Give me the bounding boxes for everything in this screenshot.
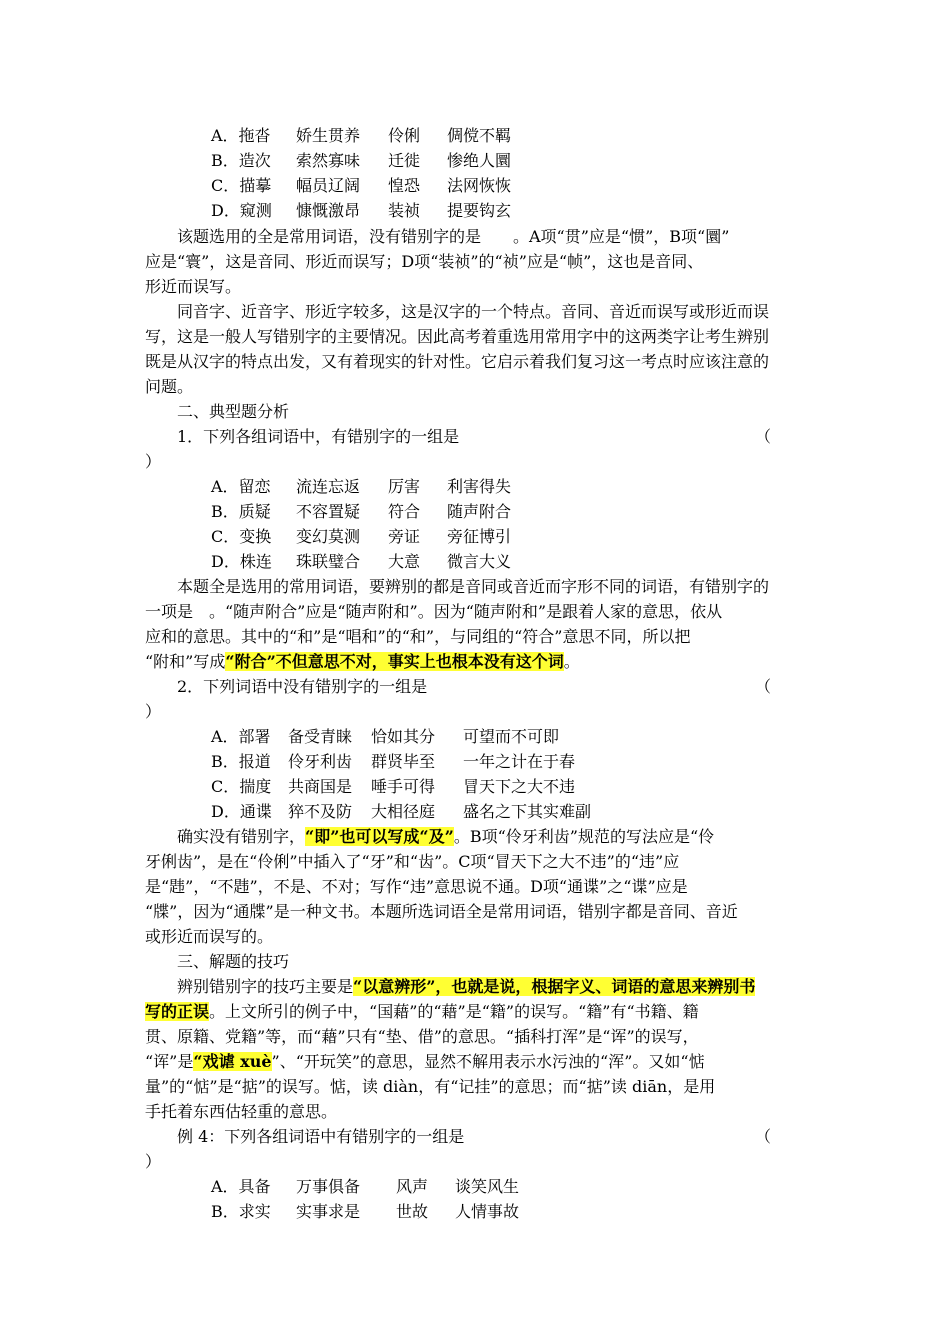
option-word: 群贤毕至 xyxy=(371,752,436,771)
paragraph-line: 应和的意思。其中的“和”是“唱和”的“和”，与同组的“符合”意思不同，所以把 xyxy=(145,627,691,646)
option-label: A．具备 xyxy=(211,1177,271,1196)
highlighted-text: “附合”不但意思不对，事实上也根本没有这个词 xyxy=(225,652,564,671)
text-run: 辨别错别字的技巧主要是 xyxy=(177,977,354,996)
question-title: 例 4：下列各组词语中有错别字的一组是 xyxy=(177,1127,465,1146)
option-word: 装祯 xyxy=(388,201,421,220)
answer-paren-close: ） xyxy=(145,452,162,471)
paragraph-line xyxy=(177,974,842,999)
text-run: 。 xyxy=(563,652,580,671)
option-word: 法网恢恢 xyxy=(447,176,512,195)
option-word: 符合 xyxy=(388,502,421,521)
option-word: 冒天下之大不违 xyxy=(463,777,576,796)
option-label: D．窥测 xyxy=(211,201,272,220)
question-title: 2．下列词语中没有错别字的一组是 xyxy=(177,677,428,696)
answer-paren-close: ） xyxy=(145,702,162,721)
option-word: 人情事故 xyxy=(455,1202,520,1221)
option-label: C．描摹 xyxy=(211,176,272,195)
option-word: 大相径庭 xyxy=(371,802,436,821)
option-word: 流连忘返 xyxy=(296,477,361,496)
option-word: 旁征博引 xyxy=(447,527,512,546)
answer-paren-open: （ xyxy=(755,677,772,696)
option-word: 可望而不可即 xyxy=(463,727,560,746)
option-word: 谈笑风生 xyxy=(455,1177,520,1196)
paragraph-line: 同音字、近音字、形近字较多，这是汉字的一个特点。音同、音近而误写或形近而误 xyxy=(177,302,770,321)
paragraph-line: “牒”，因为“通牒”是一种文书。本题所选词语全是常用词语，错别字都是音同、音近 xyxy=(145,902,738,921)
paragraph-line: 贯、原籍、党籍”等，而“藉”只有“垫、借”的意思。“插科打浑”是“诨”的误写， xyxy=(145,1027,699,1046)
paragraph-line: 本题全是选用的常用词语，要辨别的都是音同或音近而字形不同的词语，有错别字的 xyxy=(177,577,770,596)
option-word: 大意 xyxy=(388,552,421,571)
option-word: 幅员辽阔 xyxy=(296,176,361,195)
paragraph-line: 问题。 xyxy=(145,377,194,396)
paragraph-line xyxy=(145,999,810,1024)
paragraph-line: 一项是 。“随声附合”应是“随声附和”。因为“随声附和”是跟着人家的意思，依从 xyxy=(145,602,723,621)
paragraph-line: 或形近而误写的。 xyxy=(145,927,274,946)
option-word: 微言大义 xyxy=(447,552,512,571)
paragraph-line: 牙俐齿”，是在“伶俐”中插入了“牙”和“齿”。C项“冒天下之大不违”的“违”应 xyxy=(145,852,680,871)
option-label: B．造次 xyxy=(211,151,271,170)
text-run: 。B项“伶牙利齿”规范的写法应是“伶 xyxy=(453,827,715,846)
section-heading: 三、解题的技巧 xyxy=(177,952,290,971)
option-word: 一年之计在于春 xyxy=(463,752,576,771)
option-label: C．揣度 xyxy=(211,777,272,796)
option-word: 厉害 xyxy=(388,477,421,496)
paragraph-line: 手托着东西估轻重的意思。 xyxy=(145,1102,338,1121)
option-label: D．通谍 xyxy=(211,802,272,821)
text-run: 确实没有错别字， xyxy=(177,827,306,846)
option-word: 盛名之下其实难副 xyxy=(463,802,592,821)
paragraph-line: 应是“寰”，这是音同、形近而误写；D项“装祯”的“祯”应是“帧”，这也是音同、 xyxy=(145,252,704,271)
option-word: 唾手可得 xyxy=(371,777,436,796)
option-word: 迁徙 xyxy=(388,151,421,170)
highlighted-text: 写的正误 xyxy=(145,1002,210,1021)
option-word: 惨绝人圜 xyxy=(447,151,512,170)
highlighted-text: “戏谑 xuè xyxy=(193,1052,272,1071)
option-word: 变幻莫测 xyxy=(296,527,361,546)
option-word: 随声附合 xyxy=(447,502,512,521)
option-label: C．变换 xyxy=(211,527,272,546)
option-word: 恰如其分 xyxy=(371,727,436,746)
answer-paren-open: （ xyxy=(755,427,772,446)
paragraph-line: 是“韪”，“不韪”，不是、不对；写作“违”意思说不通。D项“通谍”之“谍”应是 xyxy=(145,877,688,896)
option-word: 世故 xyxy=(396,1202,429,1221)
option-word: 惶恐 xyxy=(388,176,421,195)
answer-paren-close: ） xyxy=(145,1152,162,1171)
option-label: D．株连 xyxy=(211,552,272,571)
option-label: A．拖沓 xyxy=(211,126,271,145)
paragraph-line: 写，这是一般人写错别字的主要情况。因此高考着重选用常用字中的这两类字让考生辨别 xyxy=(145,327,770,346)
option-word: 利害得失 xyxy=(447,477,512,496)
option-label: A．留恋 xyxy=(211,477,271,496)
option-word: 珠联璧合 xyxy=(296,552,361,571)
option-word: 猝不及防 xyxy=(288,802,353,821)
paragraph-line: 形近而误写。 xyxy=(145,277,242,296)
text-run: “附和”写成 xyxy=(145,652,226,671)
highlighted-text: “即”也可以写成“及” xyxy=(305,827,454,846)
option-word: 不容置疑 xyxy=(296,502,361,521)
option-word: 伶牙利齿 xyxy=(288,752,353,771)
option-word: 备受青睐 xyxy=(288,727,353,746)
option-word: 旁证 xyxy=(388,527,421,546)
text-run: ”、“开玩笑”的意思，显然不解用表示水污浊的“浑”。又如“惦 xyxy=(271,1052,705,1071)
option-word: 共商国是 xyxy=(288,777,353,796)
option-label: B．求实 xyxy=(211,1202,271,1221)
option-word: 提要钩玄 xyxy=(447,201,512,220)
paragraph-line xyxy=(177,824,842,849)
text-run: “诨”是 xyxy=(145,1052,194,1071)
paragraph-line: 量”的“惦”是“掂”的误写。惦，读 diàn，有“记挂”的意思；而“掂”读 diān，是用 xyxy=(145,1077,716,1096)
paragraph-line: 该题选用的全是常用词语，没有错别字的是 。A项“贯”应是“惯”，B项“圜” xyxy=(177,227,730,246)
option-label: A．部署 xyxy=(211,727,271,746)
text-run: 。上文所引的例子中，“国藉”的“藉”是“籍”的误写。“籍”有“书籍、籍 xyxy=(209,1002,699,1021)
paragraph-line: 既是从汉字的特点出发，又有着现实的针对性。它启示着我们复习这一考点时应该注意的 xyxy=(145,352,770,371)
option-word: 倜傥不羁 xyxy=(447,126,512,145)
option-word: 万事俱备 xyxy=(296,1177,361,1196)
option-label: B．质疑 xyxy=(211,502,271,521)
option-word: 娇生贯养 xyxy=(296,126,361,145)
section-heading: 二、典型题分析 xyxy=(177,402,290,421)
option-word: 伶俐 xyxy=(388,126,421,145)
option-word: 索然寡味 xyxy=(296,151,361,170)
option-word: 风声 xyxy=(396,1177,429,1196)
option-word: 实事求是 xyxy=(296,1202,361,1221)
question-title: 1．下列各组词语中，有错别字的一组是 xyxy=(177,427,460,446)
answer-paren-open: （ xyxy=(755,1127,772,1146)
paragraph-line xyxy=(145,1049,810,1074)
option-word: 慷慨激昂 xyxy=(296,201,361,220)
option-label: B．报道 xyxy=(211,752,271,771)
paragraph-line xyxy=(145,649,810,674)
highlighted-text: “以意辨形”，也就是说，根据字义、词语的意思来辨别书 xyxy=(353,977,756,996)
